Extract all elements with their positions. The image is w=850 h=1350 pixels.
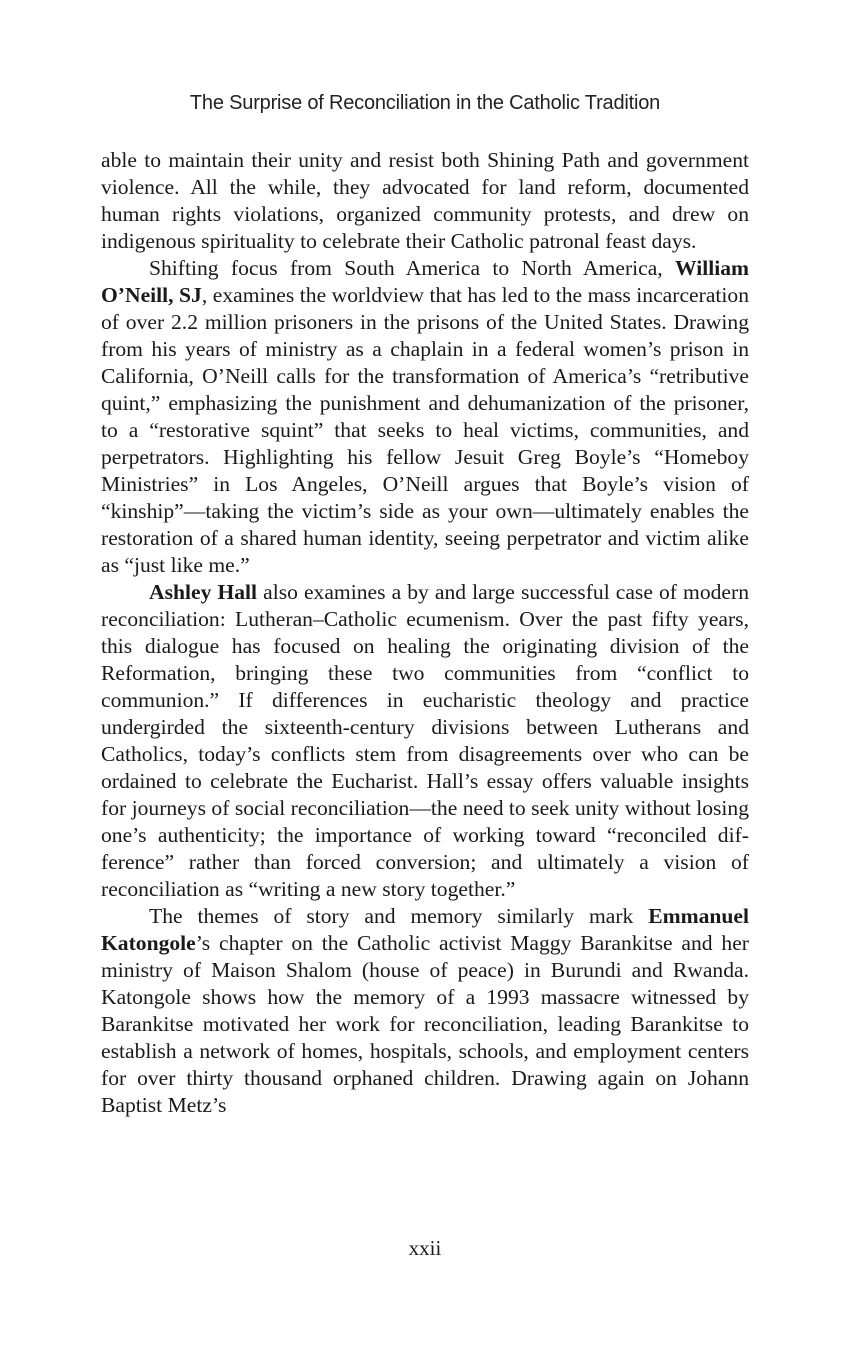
- paragraph-text: ’s chapter on the Catholic activist Maggy Barankitse and her ministry of Maison Shalom (house of peace) in Burundi and Rwanda. Katongole shows how the memory of a 1993 massacre witnessed by Barankitse motivated her work for reconciliation, leading Barankitse to establish a network of homes, hospitals, schools, and employment centers for over thirty thousand orphaned children. Drawing again on Johann Baptist Metz’s: [101, 931, 749, 1117]
- body-text: [101, 147, 749, 1119]
- paragraph-hall: [101, 579, 749, 903]
- paragraph-text: able to maintain their unity and resist both Shining Path and government violence. All the while, they advocated for land reform, documented human rights violations, organized community protests, and drew on indigenous spirituality to celebrate their Catholic patronal feast days.: [101, 148, 749, 253]
- author-name: Emmanuel Katongole: [101, 904, 749, 955]
- author-name: William O’Neill, SJ: [101, 256, 749, 307]
- paragraph-katongole: [101, 903, 749, 1119]
- paragraph-lead: The themes of story and memory similarly mark: [149, 904, 649, 928]
- paragraph-text: , examines the worldview that has led to the mass incarceration of over 2.2 million prisoners in the prisons of the United States. Drawing from his years of ministry as a chaplain in a federal women’s prison in California, O’Neill calls for the transformation of America’s “retributive quint,” emphasizing the punishment and dehumanization of the prisoner, to a “restorative squint” that seeks to heal victims, communities, and perpetrators. Highlighting his fellow Jesuit Greg Boyle’s “Homeboy Ministries” in Los Angeles, O’Neill argues that Boyle’s vision of “kinship”—taking the victim’s side as your own—ultimately enables the restoration of a shared human identity, seeing perpetrator and victim alike as “just like me.”: [101, 283, 749, 577]
- paragraph-text: also examines a by and large successful case of modern reconciliation: Lutheran–Catholic ecumenism. Over the past fifty years, this dialogue has focused on healing the originating division of the Reformation, bringing these two communities from “conflict to communion.” If differences in eucharistic theology and practice undergirded the sixteenth-century divisions between Lutherans and Catholics, today’s conflicts stem from disagreements over who can be ordained to celebrate the Eucharist. Hall’s essay offers valuable insights for journeys of social reconciliation—the need to seek unity without losing one’s authenticity; the importance of working toward “reconciled difference” rather than forced conversion; and ultimately a vision of reconciliation as “writing a new story together.”: [101, 580, 749, 901]
- paragraph-lead: Shifting focus from South America to North America,: [149, 256, 675, 280]
- author-name: Ashley Hall: [149, 580, 258, 604]
- page-number: xxii: [408, 1236, 442, 1260]
- paragraph-oneill: [101, 255, 749, 579]
- paragraph-continued: [101, 147, 749, 255]
- running-head: The Surprise of Reconciliation in the Catholic Tradition: [189, 92, 661, 114]
